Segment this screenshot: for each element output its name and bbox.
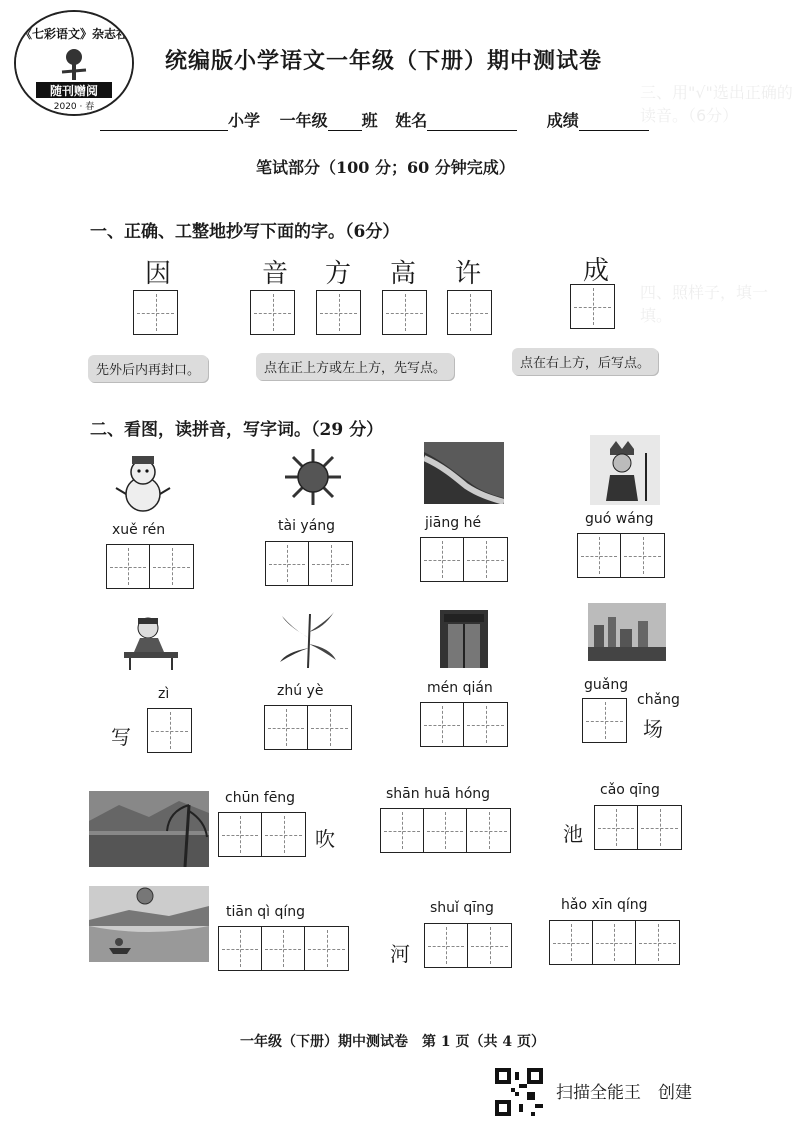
pinyin-guowang: guó wáng — [585, 511, 654, 527]
section2-title: 二、看图，读拼音，写字词。（29 分） — [90, 420, 384, 440]
copy-grid-3[interactable] — [316, 290, 361, 335]
stamp-line3: 2020 · 春 — [53, 102, 95, 112]
spring-wind-picture — [89, 791, 209, 867]
grid-guang[interactable] — [582, 698, 627, 743]
score-blank[interactable] — [579, 112, 649, 131]
grade-label: 一年级 — [279, 111, 328, 130]
grid-shuiqing[interactable] — [424, 923, 512, 968]
grid-xueren[interactable] — [106, 544, 194, 589]
sun-picture — [283, 447, 343, 507]
pinyin-shuiqing: shuǐ qīng — [430, 900, 494, 916]
bleed-text-a: 三、用"√"选出正确的读音。（6分） — [640, 83, 793, 125]
page-footer: 一年级（下册）期中测试卷 第 1 页（共 4 页） — [240, 1034, 545, 1050]
char-xu: 许 — [455, 259, 482, 289]
char-he: 河 — [390, 942, 410, 966]
publisher-stamp — [14, 10, 134, 116]
child-writing-picture — [118, 612, 184, 672]
pinyin-jianghe: jiāng hé — [425, 515, 482, 531]
king-picture — [590, 435, 660, 505]
copy-grid-1[interactable] — [133, 290, 178, 335]
char-yin2: 音 — [262, 259, 289, 289]
pinyin-caoqing: cǎo qīng — [600, 782, 660, 798]
square-city-picture — [588, 603, 666, 661]
scanner-watermark: 扫描全能王 创建 — [556, 1083, 692, 1103]
char-chui: 吹 — [315, 827, 335, 851]
grid-taiyang[interactable] — [265, 541, 353, 586]
bamboo-leaves-picture — [278, 608, 338, 674]
school-blank[interactable] — [100, 112, 228, 131]
section1-title: 一、正确、工整地抄写下面的字。（6分） — [90, 222, 400, 242]
grid-chunfeng[interactable] — [218, 812, 306, 857]
school-label: 小学 — [228, 111, 261, 130]
pinyin-menqian: mén qián — [427, 680, 493, 696]
copy-grid-4[interactable] — [382, 290, 427, 335]
grid-zhuye[interactable] — [264, 705, 352, 750]
grid-jianghe[interactable] — [420, 537, 508, 582]
pinyin-zhuye: zhú yè — [277, 683, 324, 699]
grid-caoqing[interactable] — [594, 805, 682, 850]
gate-picture — [440, 610, 488, 668]
grid-guowang[interactable] — [577, 533, 665, 578]
sunny-river-picture — [89, 886, 209, 962]
page-title: 统编版小学语文一年级（下册）期中测试卷 — [165, 48, 603, 74]
pinyin-tianqiqing: tiān qì qíng — [226, 904, 306, 920]
stamp-line1: 《七彩语文》杂志社 — [19, 27, 129, 41]
copy-grid-6[interactable] — [570, 284, 615, 329]
grid-tianqiqing[interactable] — [218, 926, 349, 971]
char-chi: 池 — [563, 822, 583, 846]
pinyin-xueren: xuě rén — [112, 522, 166, 538]
pinyin-haoxinqing: hǎo xīn qíng — [561, 897, 648, 913]
tip-2: 点在正上方或左上方，先写点。 — [256, 353, 454, 380]
char-gao: 高 — [390, 259, 417, 289]
pinyin-zi: zì — [158, 686, 170, 702]
pinyin-shanhuahong: shān huā hóng — [386, 786, 491, 802]
bleed-text-b: 四、照样子，填一填。 — [640, 283, 769, 325]
grid-menqian[interactable] — [420, 702, 508, 747]
grid-haoxinqing[interactable] — [549, 920, 680, 965]
snowman-picture — [112, 452, 174, 514]
student-info-line — [100, 108, 649, 131]
copy-grid-2[interactable] — [250, 290, 295, 335]
grid-shanhuahong[interactable] — [380, 808, 511, 853]
stamp-line2: 随刊赠阅 — [49, 84, 99, 98]
class-blank[interactable] — [328, 112, 362, 131]
pinyin-chunfeng: chūn fēng — [225, 790, 296, 806]
pinyin-guang: guǎng — [584, 677, 629, 693]
class-label: 班 — [361, 111, 378, 130]
char-xie: 写 — [111, 725, 131, 749]
char-chang: 场 — [643, 717, 663, 741]
tip-1: 先外后内再封口。 — [88, 355, 208, 382]
score-label: 成绩 — [546, 111, 579, 130]
name-blank[interactable] — [427, 112, 517, 131]
exam-subtitle: 笔试部分（100 分；60 分钟完成） — [256, 158, 515, 177]
pinyin-taiyang: tài yáng — [278, 518, 336, 534]
grid-zi[interactable] — [147, 708, 192, 753]
copy-grid-5[interactable] — [447, 290, 492, 335]
pinyin-chang: chǎng — [637, 692, 680, 708]
tip-3: 点在右上方，后写点。 — [512, 348, 658, 375]
river-picture — [424, 442, 504, 504]
char-fang: 方 — [325, 259, 352, 289]
name-label: 姓名 — [395, 111, 428, 130]
char-cheng: 成 — [583, 256, 610, 286]
char-yin1: 因 — [145, 259, 172, 289]
qr-code-icon — [495, 1068, 543, 1116]
